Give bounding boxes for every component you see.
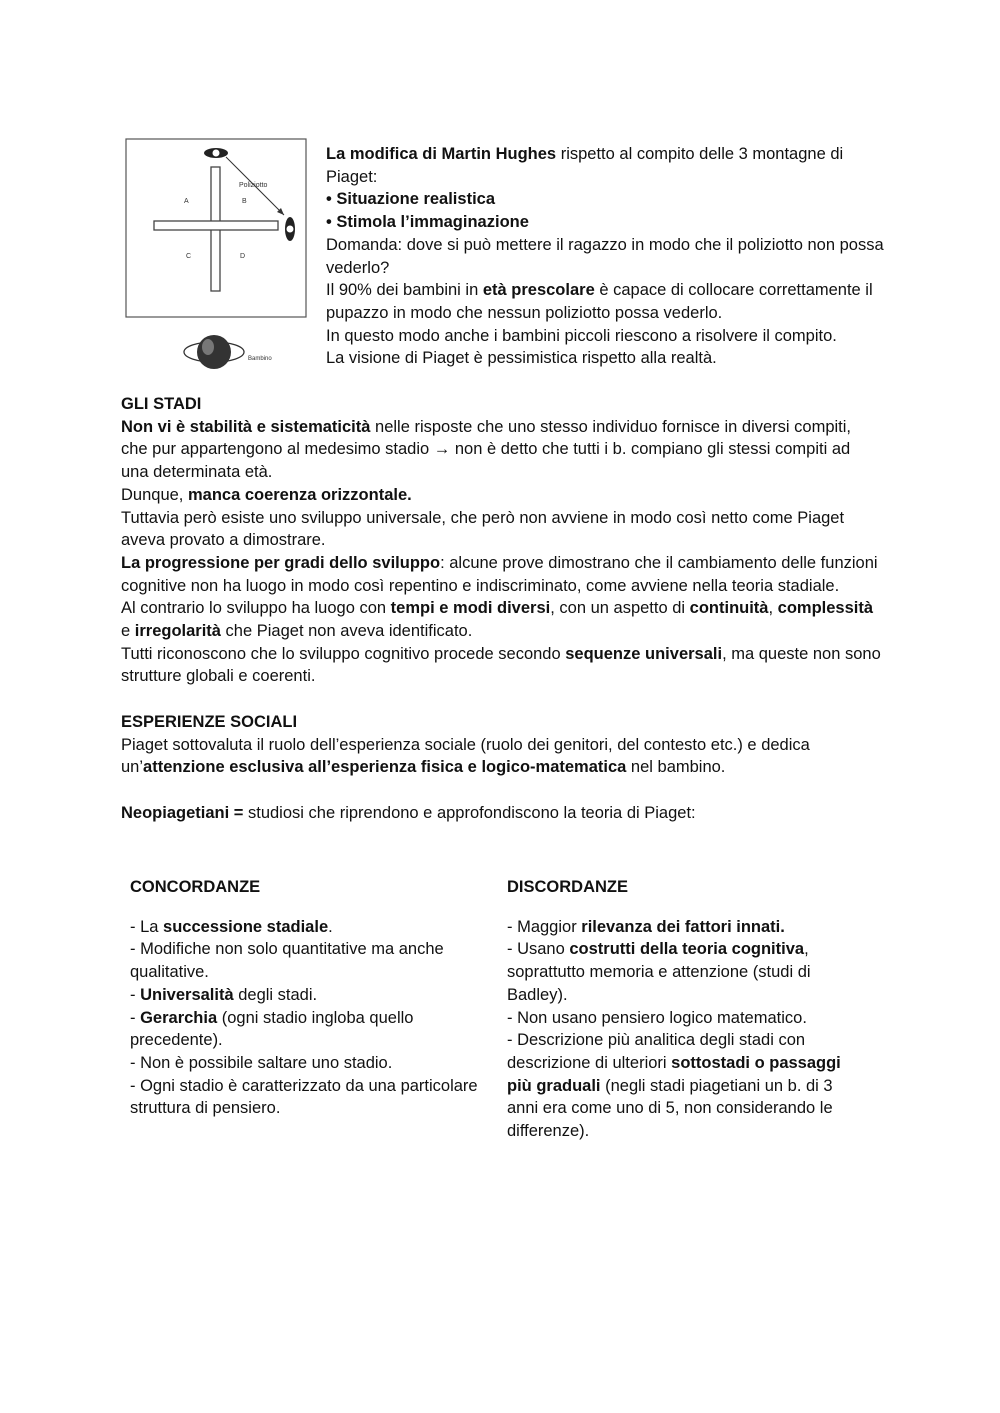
text: - Usano xyxy=(507,940,570,959)
text: . xyxy=(328,917,333,936)
text: - Descrizione più analitica degli stadi con descrizione di ulteriori xyxy=(507,1031,806,1072)
heading-text: GLI STADI xyxy=(121,395,202,413)
conclusion-1: In questo modo anche i bambini piccoli riescono a risolvere il compito. xyxy=(326,326,837,345)
text: studiosi che riprendono e approfondiscono la teoria di Piaget: xyxy=(243,803,696,822)
spacer xyxy=(121,688,881,711)
result-paragraph xyxy=(326,279,886,324)
stadi-p5 xyxy=(121,597,881,642)
emphasis: sequenze universali xyxy=(565,644,723,663)
text: , xyxy=(768,599,778,618)
spacer xyxy=(121,779,881,802)
concordanze-heading: CONCORDANZE xyxy=(130,878,261,896)
text: degli stadi. xyxy=(233,985,318,1004)
emphasis: Universalità xyxy=(140,985,234,1004)
list-item xyxy=(507,916,857,939)
section-heading-stadi xyxy=(121,393,881,416)
quadrant-b: B xyxy=(242,198,247,205)
intro-title: La modifica di Martin Hughes xyxy=(326,145,557,163)
text: e xyxy=(121,622,135,641)
hughes-task-figure xyxy=(124,137,309,375)
intro-block xyxy=(326,143,886,370)
stadi-p6 xyxy=(121,643,881,688)
quadrant-a: A xyxy=(184,198,189,205)
stadi-p4 xyxy=(121,552,881,597)
list-item: - Non è possibile saltare uno stadio. xyxy=(130,1053,393,1072)
list-item xyxy=(130,1007,480,1052)
list-item xyxy=(130,984,480,1007)
child-figure xyxy=(184,335,244,369)
text: nel bambino. xyxy=(626,758,726,777)
text: nelle risposte che uno stesso individuo fornisce in diversi compiti, che pur appartengono al medesimo stadio → non è detto che tutti i b. compiano gli stessi compiti ad una determinata età. xyxy=(121,417,852,482)
text: Al contrario lo sviluppo ha luogo con xyxy=(121,599,391,618)
bullet-realistic xyxy=(326,188,886,211)
list-item xyxy=(507,1029,857,1143)
main-body xyxy=(121,393,881,824)
emphasis: costrutti della teoria cognitiva xyxy=(569,940,805,959)
list-item: - Modifiche non solo quantitative ma anche qualitative. xyxy=(130,940,444,982)
intro-text: rispetto al compito delle 3 montagne di Piaget: xyxy=(326,145,844,186)
bullet-imagination xyxy=(326,211,886,234)
discordanze-column xyxy=(507,876,857,1143)
text: (ogni stadio ingloba quello precedente). xyxy=(130,1008,414,1050)
emphasis: continuità xyxy=(689,599,769,618)
sociali-p1 xyxy=(121,734,881,779)
emphasis: tempi e modi diversi xyxy=(390,599,551,618)
bullet-text: • Situazione realistica xyxy=(326,190,496,209)
list-item: - Non usano pensiero logico matematico. xyxy=(507,1008,807,1027)
policeman-label: Poliziotto xyxy=(239,182,268,189)
text: Il 90% dei bambini in xyxy=(326,281,483,300)
list-item xyxy=(507,938,857,1006)
stadi-p2 xyxy=(121,484,881,507)
emphasis: Gerarchia xyxy=(140,1008,218,1027)
text: Tutti riconoscono che lo sviluppo cognitivo procede secondo xyxy=(121,644,566,663)
quadrant-d: D xyxy=(240,253,246,260)
emphasis: irregolarità xyxy=(134,622,221,641)
list-item: - Ogni stadio è caratterizzato da una particolare struttura di pensiero. xyxy=(130,1076,478,1118)
stadi-p3: Tuttavia però esiste uno sviluppo universale, che però non avviene in modo così netto come Piaget aveva provato a dimostrare. xyxy=(121,508,845,550)
text: : alcune prove dimostrano che il cambiamento delle funzioni cognitive non ha luogo in modo così repentino e indiscriminato, come avviene nella teoria stadiale. xyxy=(121,553,878,595)
text: (negli stadi piagetiani un b. di 3 anni era come uno di 5, non considerando le differenze). xyxy=(507,1076,833,1141)
neopiagetiani xyxy=(121,802,881,825)
text: è capace di collocare correttamente il pupazzo in modo che nessun poliziotto possa vederlo. xyxy=(326,281,873,322)
emphasis: rilevanza dei fattori innati. xyxy=(581,917,785,936)
emphasis: Neopiagetiani = xyxy=(121,803,244,822)
question: Domanda: dove si può mettere il ragazzo in modo che il poliziotto non possa vederlo? xyxy=(326,235,884,277)
child-label: Bambino xyxy=(248,356,272,362)
text: - La xyxy=(130,917,164,936)
discordanze-heading: DISCORDANZE xyxy=(507,878,629,896)
emphasis: complessità xyxy=(777,599,874,618)
heading-text: ESPERIENZE SOCIALI xyxy=(121,712,298,731)
text: Dunque, xyxy=(121,485,188,504)
concordanze-column xyxy=(130,876,480,1120)
section-heading-sociali xyxy=(121,711,881,734)
text: , con un aspetto di xyxy=(550,599,690,618)
text: che Piaget non aveva identificato. xyxy=(220,622,473,641)
emphasis: età prescolare xyxy=(482,281,595,300)
policeman-figure-right xyxy=(285,217,295,241)
text: - xyxy=(130,1008,141,1027)
emphasis: attenzione esclusiva all’esperienza fisica e logico-matematica xyxy=(143,758,627,777)
intro-line xyxy=(326,143,886,188)
text: Piaget sottovaluta il ruolo dell’esperienza sociale (ruolo dei genitori, del contesto etc.) e dedica un’ xyxy=(121,735,810,777)
list-item xyxy=(130,916,480,939)
conclusion-2: La visione di Piaget è pessimistica rispetto alla realtà. xyxy=(326,349,717,368)
emphasis: manca coerenza orizzontale. xyxy=(187,485,412,504)
emphasis: successione stadiale xyxy=(163,917,329,936)
text: , soprattutto memoria e attenzione (studi di Badley). xyxy=(507,940,811,1004)
emphasis: La progressione per gradi dello sviluppo xyxy=(121,553,441,572)
quadrant-c: C xyxy=(186,253,192,260)
emphasis: Non vi è stabilità e sistematicità xyxy=(121,417,371,436)
stadi-p1 xyxy=(121,416,881,484)
emphasis: sottostadi o passaggi più graduali xyxy=(507,1053,841,1095)
text: , ma queste non sono strutture globali e coerenti. xyxy=(121,644,881,686)
text: - xyxy=(130,985,141,1004)
bullet-text: • Stimola l’immaginazione xyxy=(326,213,529,232)
policeman-figure-top xyxy=(204,148,228,158)
text: - Maggior xyxy=(507,917,582,936)
